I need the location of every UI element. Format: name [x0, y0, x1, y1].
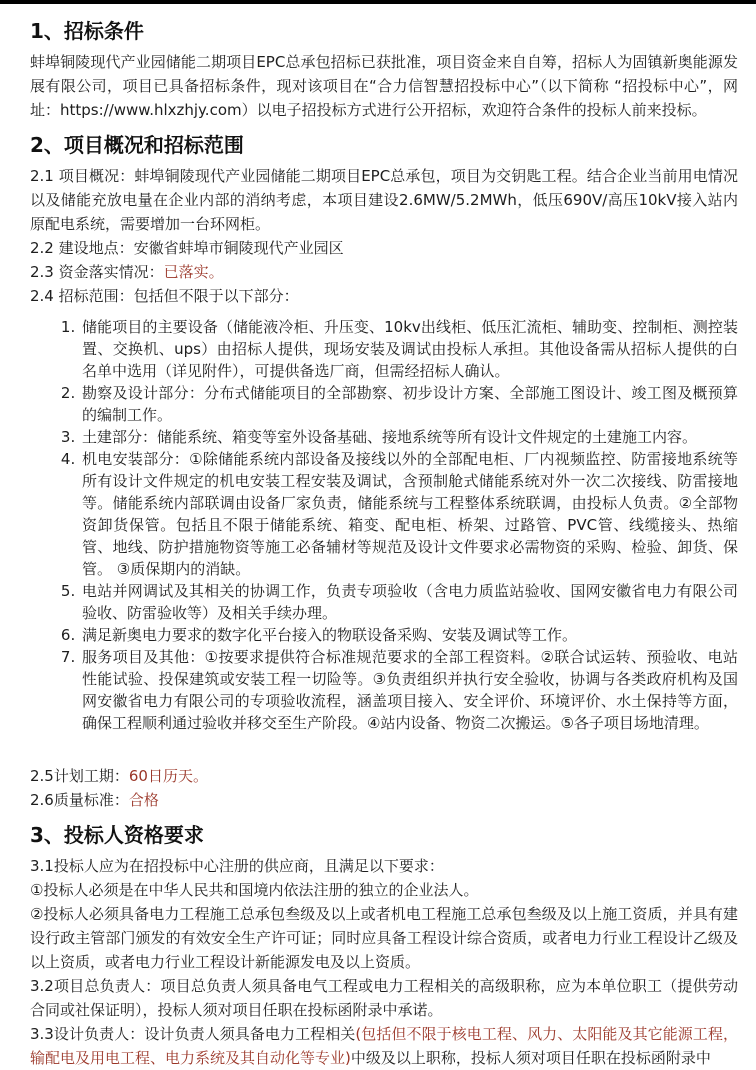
scope-list: [30, 316, 738, 734]
clause-3-3-prefix: 3.3设计负责人：设计负责人须具备电力工程相关: [30, 1025, 356, 1043]
scope-item-4: 4. 机电安装部分：①除储能系统内部设备及接线以外的全部配电柜、厂内视频监控、防雷接地系统等所有设计文件规定的机电安装工程安装及调试，含预制舱式储能系统对外一次二次接线、防雷接地等。储能系统内部联调由设备厂家负责，储能系统与工程整体系统联调，由投标人负责。②全部物资卸货保管。包括且不限于储能系统、箱变、配电柜、桥架、过路管、PVC管、线缆接头、热缩管、地线、防护措施物资等施工必备辅材等规范及设计文件要求必需物资的采购、检验、卸货、保管。 ③质保期内的消缺。: [80, 448, 738, 580]
clause-3-3-suffix: 中级及以上职称，投标人须对项目任职在投标函附录中: [350, 1049, 711, 1067]
clause-2-4: 2.4 招标范围：包括但不限于以下部分：: [30, 287, 299, 305]
clause-3-3-qualifications: (包括但不限于核电工程、风力、太阳能及其它能源工程，输配电及用电工程、电力系统及其自动化等专业): [30, 1025, 738, 1067]
section-3-heading: 3、投标人资格要求: [30, 823, 204, 847]
clause-2-6-value: 合格: [128, 791, 159, 809]
scope-item-6: 6. 满足新奥电力要求的数字化平台接入的物联设备采购、安装及调试等工作。: [80, 624, 738, 646]
clause-2-3: [30, 260, 738, 284]
scope-item-1: 1. 储能项目的主要设备（储能液冷柜、升压变、10kv出线柜、低压汇流柜、辅助变、控制柜、测控装置、交换机、ups）由招标人提供，现场安装及调试由投标人承担。其他设备需从招标人提供的白名单中选用（详见附件），可提供备选厂商，但需经招标人确认。: [80, 316, 738, 382]
clause-3-1-item-1: ①投标人必须是在中华人民共和国境内依法注册的独立的企业法人。: [30, 881, 479, 899]
clause-2-2: 2.2 建设地点：安徽省蚌埠市铜陵现代产业园区: [30, 239, 344, 257]
clause-2-5-value: 60日历天。: [128, 767, 208, 785]
clause-2-5-label: 2.5计划工期：: [30, 767, 129, 785]
clause-3-3: [30, 1022, 738, 1070]
section-1-heading: 1、招标条件: [30, 19, 144, 43]
clause-2-6-label: 2.6质量标准：: [30, 791, 129, 809]
clause-2-3-label: 2.3 资金落实情况：: [30, 263, 164, 281]
clause-2-5: [30, 764, 738, 788]
section-1-paragraph: 蚌埠铜陵现代产业园储能二期项目EPC总承包招标已获批准，项目资金来自自筹，招标人为固镇新奥能源发展有限公司，项目已具备招标条件，现对该项目在“合力信智慧招投标中心”（以下简称 “招投标中心”，网址：https://www.hlxzhjy.com）以电子招投标方式进行公开招标，欢迎符合条件的投标人前来投标。: [30, 53, 738, 119]
scope-item-3: 3. 土建部分：储能系统、箱变等室外设备基础、接地系统等所有设计文件规定的土建施工内容。: [80, 426, 738, 448]
clause-2-3-value: 已落实。: [163, 263, 224, 281]
scope-item-2: 2. 勘察及设计部分：分布式储能项目的全部勘察、初步设计方案、全部施工图设计、竣工图及概预算的编制工作。: [80, 382, 738, 426]
clause-3-1-item-2: ②投标人必须具备电力工程施工总承包叁级及以上或者机电工程施工总承包叁级及以上施工资质，并具有建设行政主管部门颁发的有效安全生产许可证；同时应具备工程设计综合资质，或者电力行业工程设计乙级及以上资质，或者电力行业工程设计新能源发电及以上资质。: [30, 905, 738, 971]
scope-item-5: 5. 电站并网调试及其相关的协调工作，负责专项验收（含电力质监站验收、国网安徽省电力有限公司验收、防雷验收等）及相关手续办理。: [80, 580, 738, 624]
tender-document: [0, 4, 756, 1070]
scope-item-7: 7. 服务项目及其他：①按要求提供符合标准规范要求的全部工程资料。②联合试运转、预验收、电站性能试验、投保建筑或安装工程一切险等。③负责组织并执行安全验收，协调与各类政府机构及国网安徽省电力有限公司的专项验收流程，涵盖项目接入、安全评价、环境评价、水土保持等方面，确保工程顺利通过验收并移交至生产阶段。④站内设备、物资二次搬运。⑤各子项目场地清理。: [80, 646, 738, 734]
clause-3-2: 3.2项目总负责人：项目总负责人须具备电气工程或电力工程相关的高级职称，应为本单位职工（提供劳动合同或社保证明），投标人须对项目任职在投标函附录中承诺。: [30, 977, 738, 1019]
section-2-heading: 2、项目概况和招标范围: [30, 133, 244, 157]
clause-2-1: 2.1 项目概况：蚌埠铜陵现代产业园储能二期项目EPC总承包，项目为交钥匙工程。结合企业当前用电情况以及储能充放电量在企业内部的消纳考虑，本项目建设2.6MW/5.2MWh，低压690V/高压10kV接入站内原配电系统，需要增加一台环网柜。: [30, 167, 738, 233]
clause-2-6: [30, 788, 738, 812]
clause-3-1: 3.1投标人应为在招投标中心注册的供应商，且满足以下要求：: [30, 857, 444, 875]
